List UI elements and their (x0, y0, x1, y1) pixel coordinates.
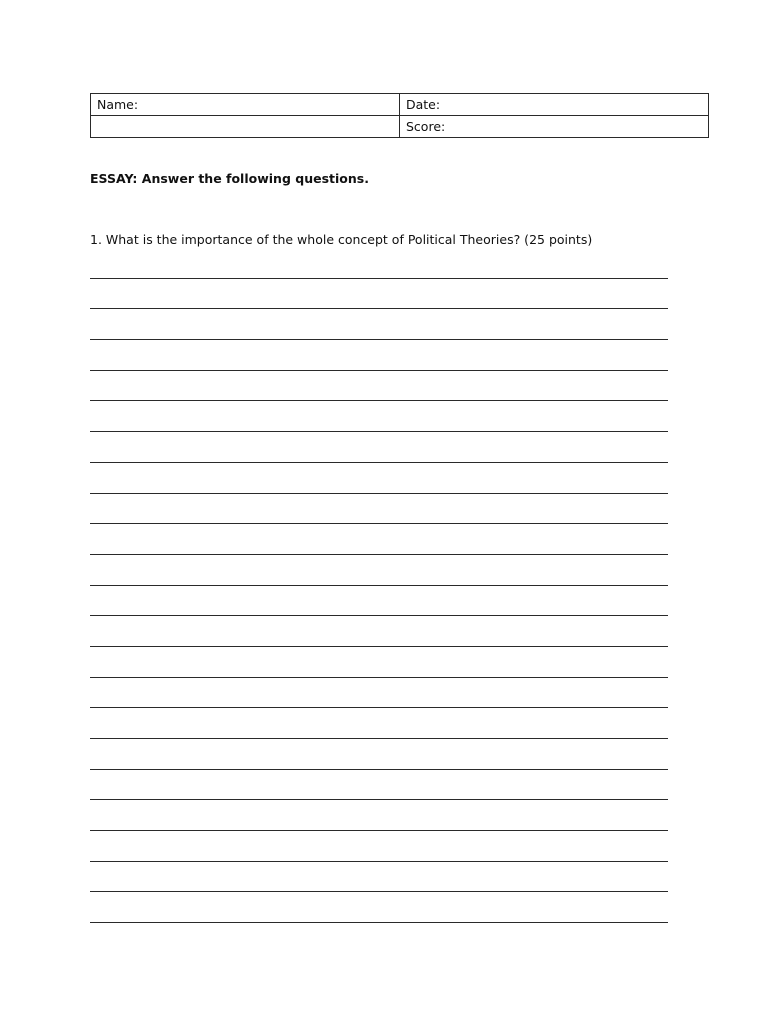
name-field[interactable] (91, 94, 400, 116)
date-field[interactable] (400, 94, 709, 116)
info-row-1 (91, 94, 709, 116)
answer-line[interactable] (90, 800, 668, 831)
answer-line[interactable] (90, 279, 668, 310)
answer-line[interactable] (90, 248, 668, 279)
essay-instructions: ESSAY: Answer the following questions. (90, 171, 369, 186)
question-1-answer-lines[interactable] (90, 248, 668, 923)
blank-cell (91, 116, 400, 138)
name-label: Name: (97, 97, 139, 112)
answer-line[interactable] (90, 309, 668, 340)
question-1-text: 1. What is the importance of the whole concept of Political Theories? (25 points) (90, 232, 593, 247)
answer-line[interactable] (90, 371, 668, 402)
answer-line[interactable] (90, 494, 668, 525)
date-label: Date: (406, 97, 441, 112)
answer-line[interactable] (90, 463, 668, 494)
student-info-table (90, 93, 709, 138)
answer-line[interactable] (90, 892, 668, 923)
answer-line[interactable] (90, 616, 668, 647)
answer-line[interactable] (90, 647, 668, 678)
answer-line[interactable] (90, 524, 668, 555)
answer-line[interactable] (90, 678, 668, 709)
info-row-2 (91, 116, 709, 138)
answer-line[interactable] (90, 831, 668, 862)
answer-line[interactable] (90, 770, 668, 801)
answer-line[interactable] (90, 708, 668, 739)
answer-line[interactable] (90, 340, 668, 371)
score-field[interactable] (400, 116, 709, 138)
answer-line[interactable] (90, 432, 668, 463)
answer-line[interactable] (90, 862, 668, 893)
answer-line[interactable] (90, 739, 668, 770)
answer-line[interactable] (90, 555, 668, 586)
answer-line[interactable] (90, 586, 668, 617)
score-label: Score: (406, 119, 446, 134)
answer-line[interactable] (90, 401, 668, 432)
